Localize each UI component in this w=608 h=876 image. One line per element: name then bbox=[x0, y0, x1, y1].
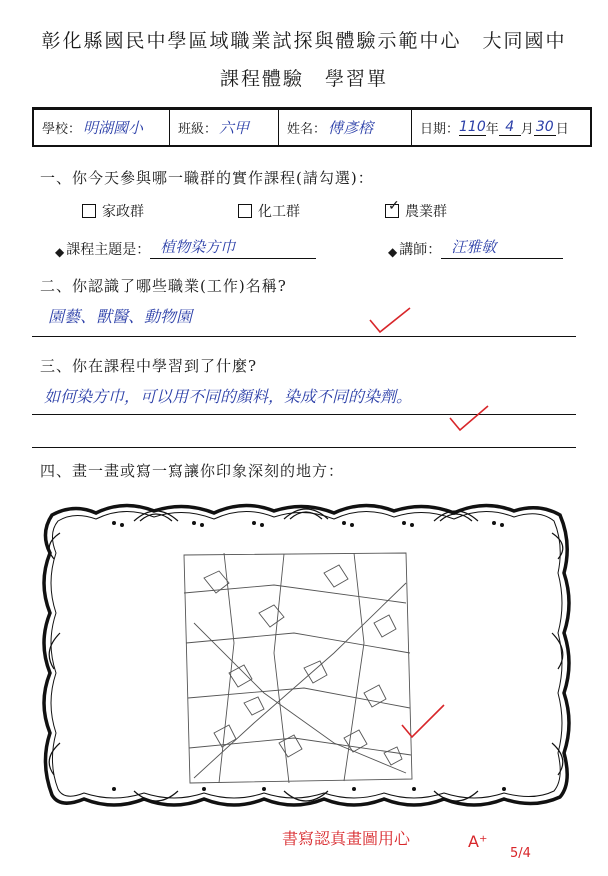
class-value: 六甲 bbox=[219, 119, 250, 137]
question-2-answer: 園藝、獸醫、動物園 bbox=[48, 307, 193, 326]
teacher-line bbox=[441, 236, 563, 259]
decorative-drawing-frame bbox=[34, 493, 578, 818]
topic-value: 植物染方巾 bbox=[160, 238, 236, 256]
teacher-comment: 書寫認真畫圖用心 bbox=[282, 829, 411, 848]
date-month: 4 bbox=[499, 119, 521, 136]
teacher-label: 講師： bbox=[399, 242, 442, 258]
option-label: 化工群 bbox=[258, 204, 300, 220]
option-label: 農業群 bbox=[405, 204, 447, 220]
name-value: 傅彥榕 bbox=[328, 119, 374, 137]
grade-mark: A⁺ bbox=[468, 832, 488, 851]
school-label: 學校： bbox=[42, 122, 82, 137]
date-year: 110 bbox=[459, 119, 486, 135]
date-day: 30 bbox=[534, 119, 556, 136]
school-value: 明湖國小 bbox=[83, 119, 144, 137]
comment-date: 5/4 bbox=[510, 846, 531, 861]
answer-line bbox=[32, 414, 576, 415]
worksheet-subtitle: 課程體驗 學習單 bbox=[219, 68, 388, 90]
answer-line bbox=[32, 336, 576, 337]
diamond-bullet-icon: ◆ bbox=[388, 245, 398, 259]
answer-line bbox=[32, 447, 576, 448]
check-mark-icon: ✓ bbox=[388, 198, 400, 214]
topic-field bbox=[55, 236, 316, 259]
option-agriculture[interactable] bbox=[385, 198, 447, 221]
date-cell bbox=[412, 110, 590, 145]
check-mark-icon bbox=[366, 304, 414, 338]
day-unit: 日 bbox=[555, 122, 569, 137]
year-unit: 年 bbox=[485, 122, 499, 137]
name-cell bbox=[279, 110, 412, 145]
date-label: 日期： bbox=[420, 122, 460, 137]
check-mark-icon bbox=[446, 402, 492, 436]
topic-line bbox=[150, 236, 316, 259]
question-3-answer: 如何染方巾，可以用不同的顏料，染成不同的染劑。 bbox=[44, 387, 413, 406]
checkbox[interactable] bbox=[238, 204, 252, 218]
worksheet-title: 彰化縣國民中學區域職業試探與體驗示範中心 大同國中 bbox=[41, 30, 567, 52]
question-3-prompt: 三、你在課程中學習到了什麼? bbox=[40, 357, 258, 375]
month-unit: 月 bbox=[520, 122, 534, 137]
class-label: 班級： bbox=[178, 122, 218, 137]
checkbox[interactable] bbox=[385, 198, 400, 218]
question-4-prompt: 四、畫一畫或寫一寫讓你印象深刻的地方： bbox=[40, 462, 345, 480]
topic-label: 課程主題是： bbox=[66, 242, 151, 258]
check-mark-icon bbox=[402, 705, 444, 737]
checkbox[interactable] bbox=[82, 204, 96, 218]
option-home-economics[interactable] bbox=[82, 201, 144, 221]
student-info-table bbox=[32, 107, 592, 147]
diamond-bullet-icon: ◆ bbox=[55, 245, 65, 259]
question-1-prompt: 一、你今天參與哪一職群的實作課程(請勾選)： bbox=[40, 169, 374, 187]
name-label: 姓名： bbox=[287, 122, 327, 137]
question-2-prompt: 二、你認識了哪些職業(工作)名稱? bbox=[40, 277, 287, 295]
option-chemical[interactable] bbox=[238, 201, 300, 221]
teacher-field bbox=[388, 236, 563, 259]
class-cell bbox=[170, 110, 279, 145]
school-cell bbox=[34, 110, 170, 145]
teacher-value: 汪雅敏 bbox=[451, 238, 497, 256]
option-label: 家政群 bbox=[102, 204, 144, 220]
